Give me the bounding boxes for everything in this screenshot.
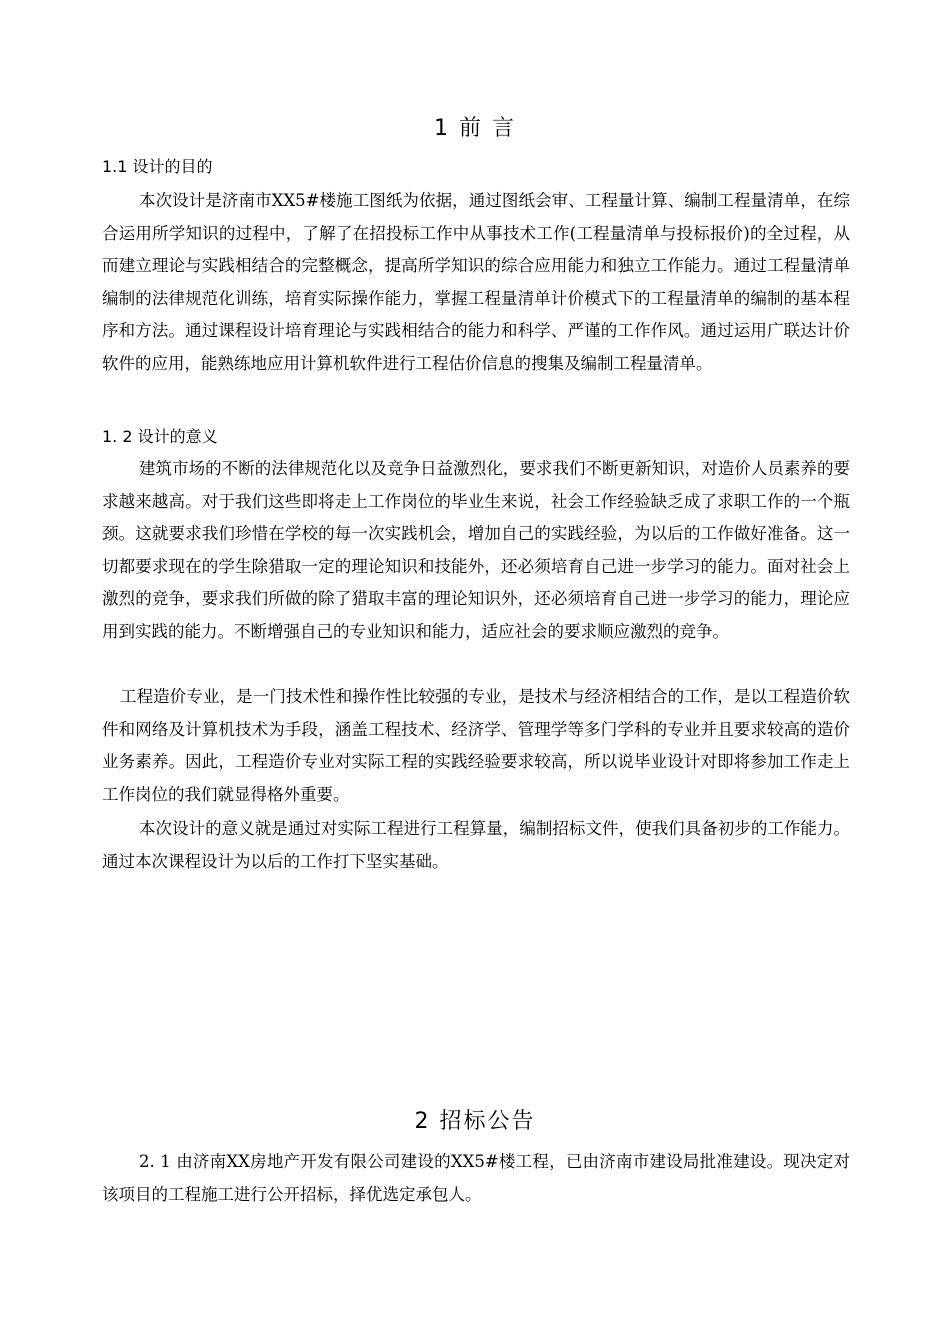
section-1-title: 1 前 言: [434, 116, 516, 141]
section-1-2-paragraph-2: 工程造价专业，是一门技术性和操作性比较强的专业，是技术与经济相结合的工作，是以工程造价软件和网络及计算机技术为手段，涵盖工程技术、经济学、管理学等多门学科的专业并且要求较高的造价业务素养。因此，工程造价专业对实际工程的实践经验要求较高，所以说毕业设计对即将参加工作走上工作岗位的我们就显得格外重要。: [102, 687, 850, 804]
section-2-paragraph: 2. 1 由济南XX房地产开发有限公司建设的XX5#楼工程，已由济南市建设局批准建设。现决定对该项目的工程施工进行公开招标，择优选定承包人。: [102, 1152, 850, 1204]
section-1-2-heading: 1. 2 设计的意义: [102, 427, 218, 446]
section-2-title: 2 招标公告: [414, 1109, 536, 1134]
section-1-2-paragraph-1: 建筑市场的不断的法律规范化以及竞争日益激烈化，要求我们不断更新知识，对造价人员素养的要求越来越高。对于我们这些即将走上工作岗位的毕业生来说，社会工作经验缺乏成了求职工作的一个瓶颈。这就要求我们珍惜在学校的每一次实践机会，增加自己的实践经验，为以后的工作做好准备。这一切都要求现在的学生除猎取一定的理论知识和技能外，还必须培育自己进一步学习的能力。面对社会上激烈的竞争，要求我们所做的除了猎取丰富的理论知识外，还必须培育自己进一步学习的能力，理论应用到实践的能力。不断增强自己的专业知识和能力，适应社会的要求顺应激烈的竞争。: [102, 459, 850, 641]
section-1-1-heading: 1.1 设计的目的: [102, 157, 213, 176]
section-1-2-paragraph-3: 本次设计的意义就是通过对实际工程进行工程算量，编制招标文件，使我们具备初步的工作能力。通过本次课程设计为以后的工作打下坚实基础。: [102, 819, 850, 871]
section-1-1-paragraph: 本次设计是济南市XX5#楼施工图纸为依据，通过图纸会审、工程量计算、编制工程量清单，在综合运用所学知识的过程中，了解了在招投标工作中从事技术工作(工程量清单与投标报价)的全过程，从而建立理论与实践相结合的完整概念，提高所学知识的综合应用能力和独立工作能力。通过工程量清单编制的法律规范化训练，培育实际操作能力，掌握工程量清单计价模式下的工程量清单的编制的基本程序和方法。通过课程设计培育理论与实践相结合的能力和科学、严谨的工作作风。通过运用广联达计价软件的应用，能熟练地应用计算机软件进行工程估价信息的搜集及编制工程量清单。: [102, 191, 850, 373]
